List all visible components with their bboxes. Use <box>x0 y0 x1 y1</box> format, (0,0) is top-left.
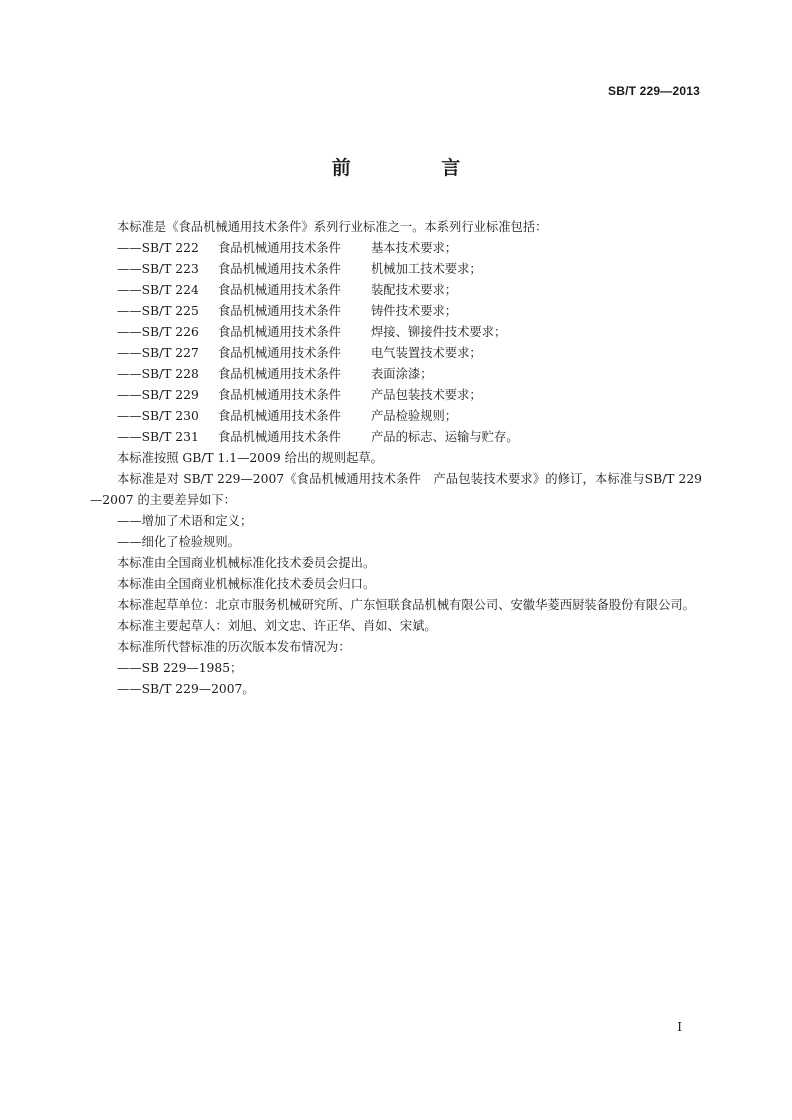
series-item <box>90 259 702 280</box>
series-item <box>90 406 702 427</box>
series-code: ——SB/T 226 <box>117 325 199 339</box>
series-item <box>90 385 702 406</box>
series-part: 产品检验规则； <box>371 409 458 423</box>
series-title: 食品机械通用技术条件 <box>218 304 341 318</box>
series-part: 表面涂漆； <box>371 367 433 381</box>
series-title: 食品机械通用技术条件 <box>218 241 341 255</box>
foreword-body <box>90 217 702 700</box>
series-title: 食品机械通用技术条件 <box>218 430 341 444</box>
series-item <box>90 427 702 448</box>
history-item: ——SB 229—1985； <box>117 661 243 675</box>
drafting-units-paragraph: 本标准起草单位：北京市服务机械研究所、广东恒联食品机械有限公司、安徽华菱西厨装备股份有限公司。 <box>117 598 695 612</box>
series-part: 电气装置技术要求； <box>371 346 482 360</box>
series-code: ——SB/T 229 <box>117 388 199 402</box>
series-part: 焊接、铆接件技术要求； <box>371 325 507 339</box>
series-code: ——SB/T 228 <box>117 367 199 381</box>
series-part: 基本技术要求； <box>371 241 458 255</box>
revision-paragraph: 本标准是对 SB/T 229—2007《食品机械通用技术条件 产品包装技术要求》的修订，本标准与SB/T 229—2007 的主要差异如下： <box>90 472 702 507</box>
series-part: 机械加工技术要求； <box>371 262 482 276</box>
series-item <box>90 280 702 301</box>
series-code: ——SB/T 222 <box>117 241 199 255</box>
series-title: 食品机械通用技术条件 <box>218 346 341 360</box>
change-item: ——细化了检验规则。 <box>117 535 240 549</box>
series-code: ——SB/T 225 <box>117 304 199 318</box>
page-title: 前 言 <box>331 157 503 179</box>
series-item <box>90 364 702 385</box>
series-code: ——SB/T 224 <box>117 283 199 297</box>
managed-by-paragraph: 本标准由全国商业机械标准化技术委员会归口。 <box>117 577 376 591</box>
series-part: 铸件技术要求； <box>371 304 458 318</box>
series-part: 装配技术要求； <box>371 283 458 297</box>
standard-code: SB/T 229—2013 <box>608 84 700 98</box>
proposed-by-paragraph: 本标准由全国商业机械标准化技术委员会提出。 <box>117 556 376 570</box>
drafters-paragraph: 本标准主要起草人：刘旭、刘文忠、许正华、肖如、宋斌。 <box>117 619 437 633</box>
history-intro-paragraph: 本标准所代替标准的历次版本发布情况为： <box>117 640 351 654</box>
series-code: ——SB/T 231 <box>117 430 199 444</box>
series-title: 食品机械通用技术条件 <box>218 283 341 297</box>
series-title: 食品机械通用技术条件 <box>218 262 341 276</box>
series-item <box>90 301 702 322</box>
series-item <box>90 343 702 364</box>
series-list <box>90 238 702 448</box>
history-item: ——SB/T 229—2007。 <box>117 682 255 696</box>
change-item: ——增加了术语和定义； <box>117 514 253 528</box>
series-code: ——SB/T 230 <box>117 409 199 423</box>
series-title: 食品机械通用技术条件 <box>218 325 341 339</box>
intro-paragraph: 本标准是《食品机械通用技术条件》系列行业标准之一。本系列行业标准包括： <box>117 220 548 234</box>
series-item <box>90 238 702 259</box>
series-code: ——SB/T 227 <box>117 346 199 360</box>
series-title: 食品机械通用技术条件 <box>218 367 341 381</box>
series-code: ——SB/T 223 <box>117 262 199 276</box>
series-part: 产品包装技术要求； <box>371 388 482 402</box>
series-item <box>90 322 702 343</box>
series-title: 食品机械通用技术条件 <box>218 409 341 423</box>
series-title: 食品机械通用技术条件 <box>218 388 341 402</box>
page-number: I <box>677 1020 682 1034</box>
drafting-rule-paragraph: 本标准按照 GB/T 1.1—2009 给出的规则起草。 <box>117 451 383 465</box>
series-part: 产品的标志、运输与贮存。 <box>371 430 519 444</box>
